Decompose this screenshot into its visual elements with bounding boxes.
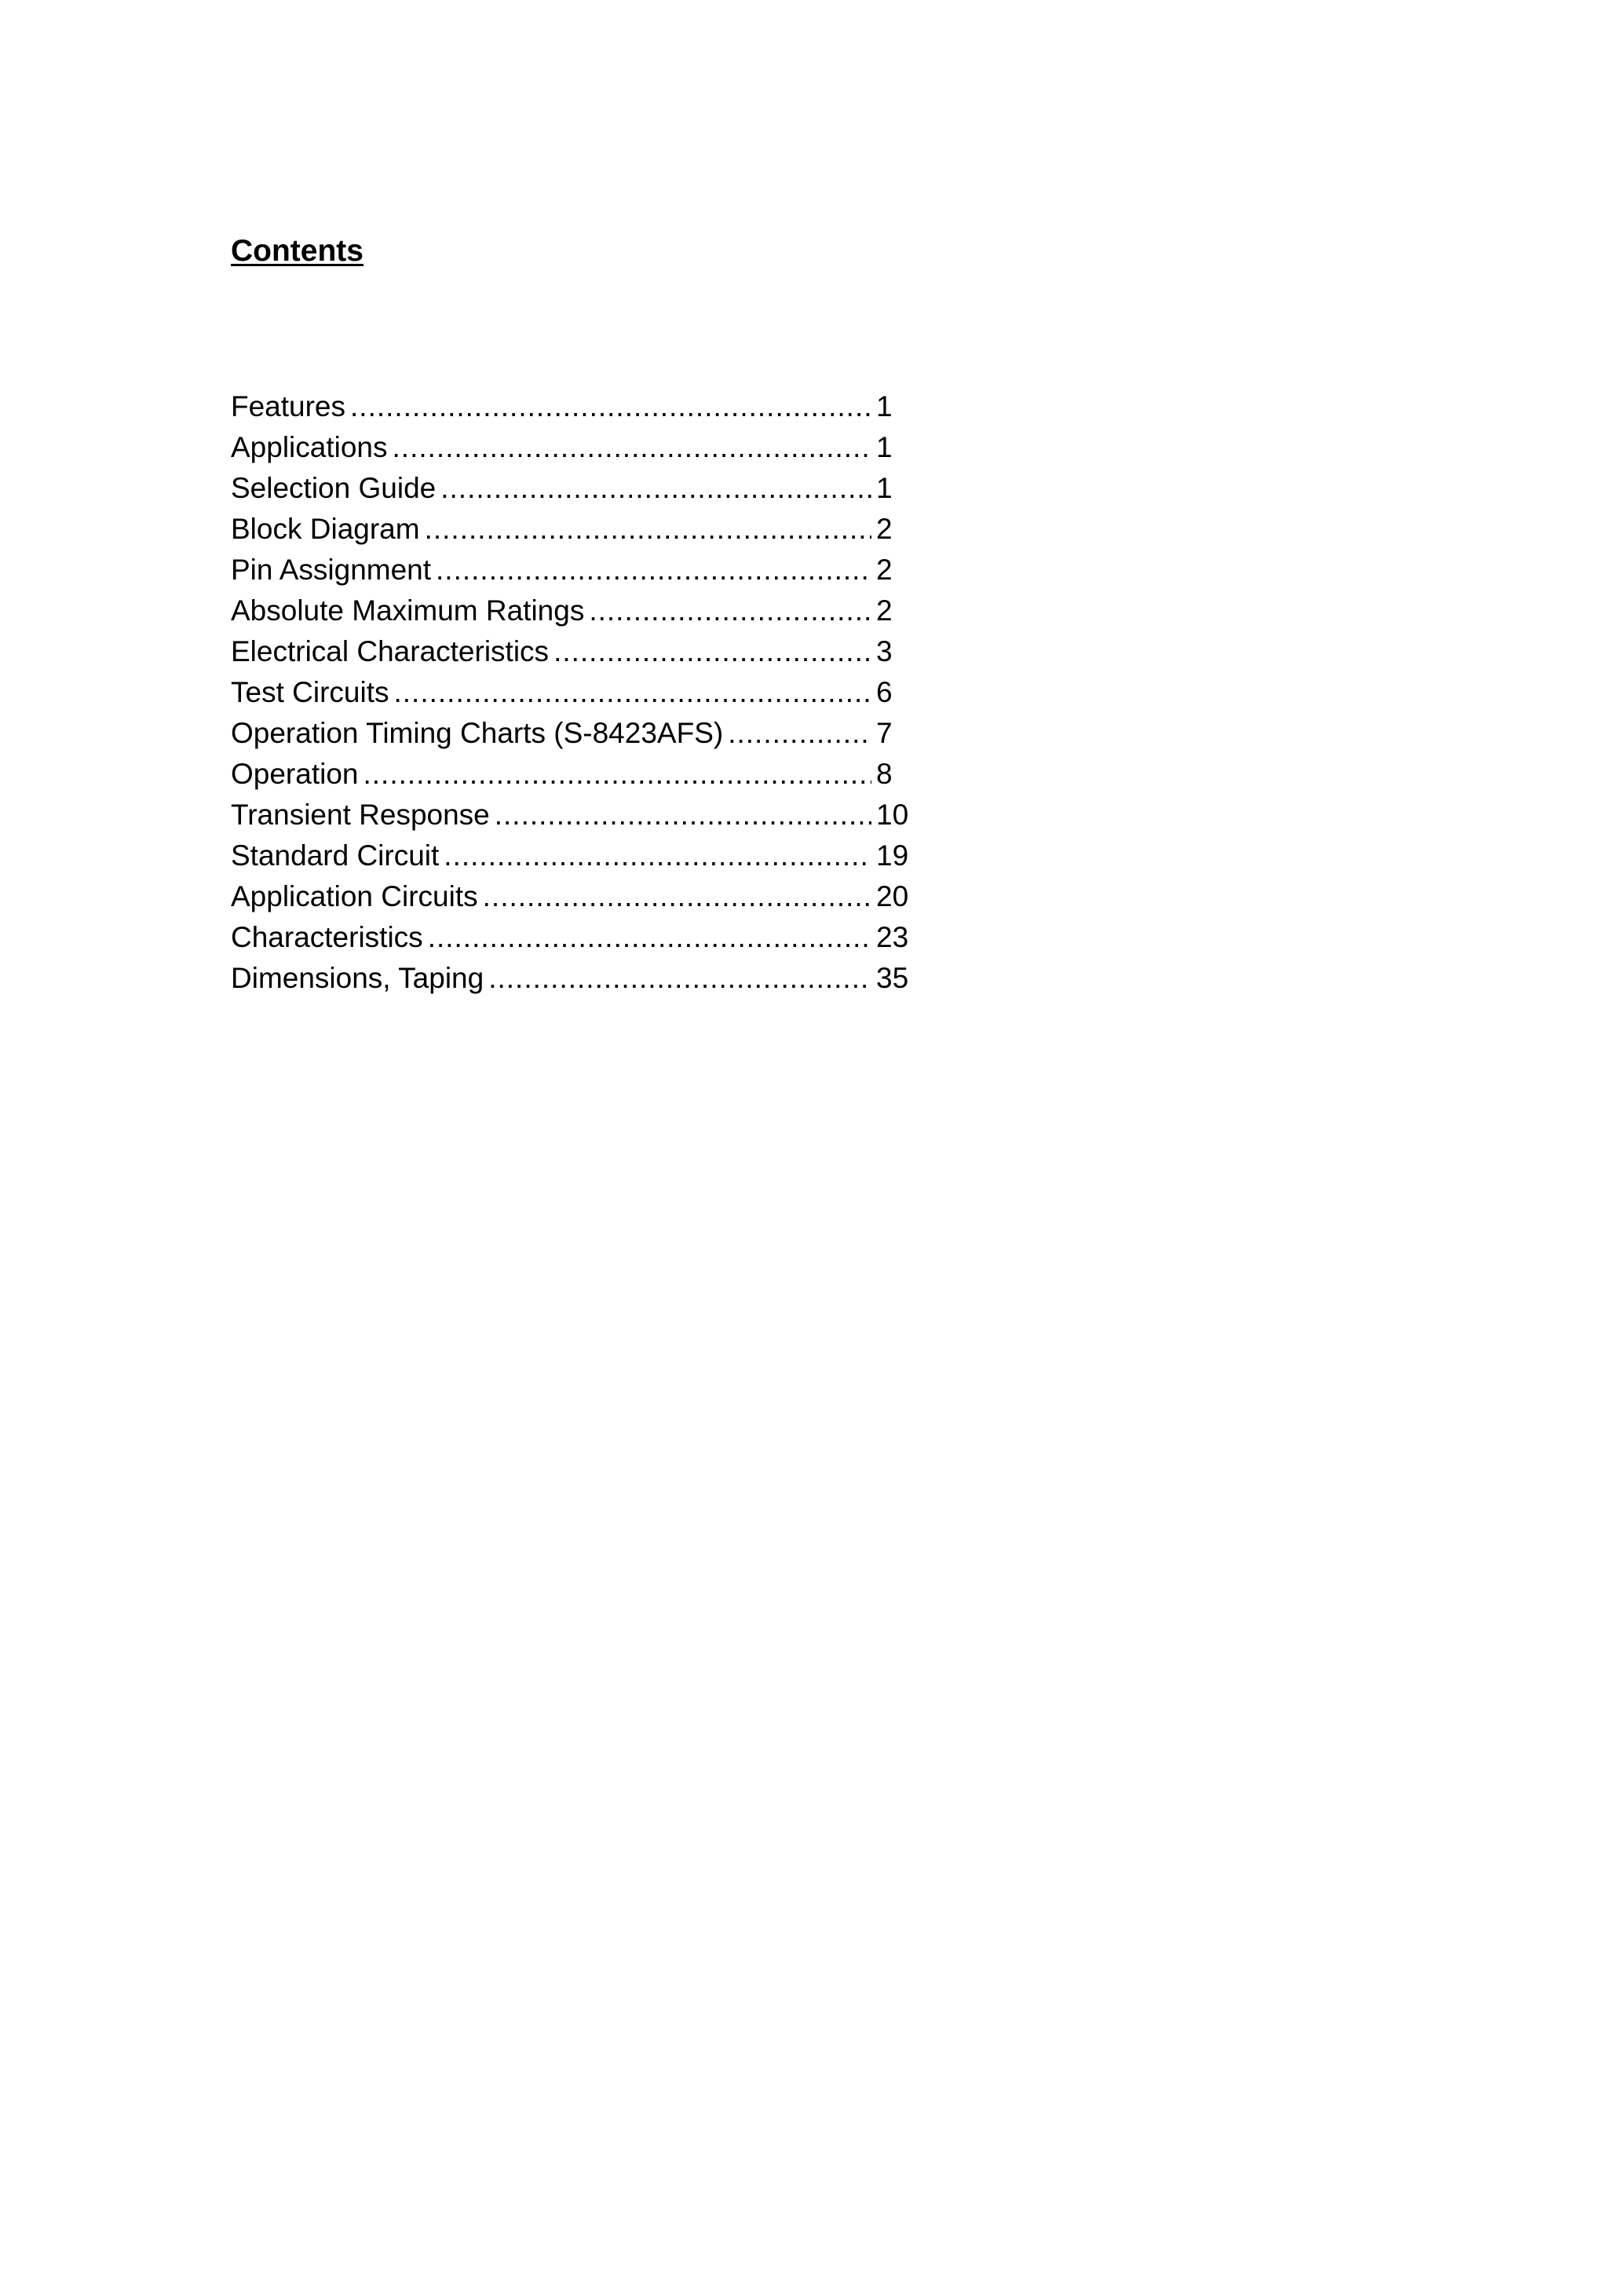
toc-page-number: 6 xyxy=(876,676,893,708)
toc-page-number: 2 xyxy=(876,594,893,627)
toc-page-number: 3 xyxy=(876,635,893,667)
dot-leader xyxy=(393,672,871,713)
table-of-contents xyxy=(231,386,912,999)
toc-entry-label: Dimensions, Taping xyxy=(231,962,484,994)
toc-entry-label: Application Circuits xyxy=(231,880,478,912)
toc-entry-application-circuits[interactable] xyxy=(231,876,912,917)
toc-entry-test-circuits[interactable] xyxy=(231,672,912,713)
dot-leader xyxy=(350,386,871,427)
toc-entry-transient-response[interactable] xyxy=(231,795,912,835)
dot-leader xyxy=(363,754,872,795)
toc-page-number: 1 xyxy=(876,472,893,504)
toc-entry-label: Selection Guide xyxy=(231,472,437,504)
toc-page-number: 23 xyxy=(876,921,909,953)
toc-page-number: 1 xyxy=(876,431,893,463)
toc-page-number: 7 xyxy=(876,717,893,749)
toc-entry-label: Characteristics xyxy=(231,921,423,953)
toc-entry-selection-guide[interactable] xyxy=(231,468,912,509)
contents-heading: Contents xyxy=(231,234,363,268)
toc-entry-characteristics[interactable] xyxy=(231,917,912,958)
toc-page-number: 35 xyxy=(876,962,909,994)
dot-leader xyxy=(425,509,871,550)
dot-leader xyxy=(444,835,871,876)
dot-leader xyxy=(436,550,871,590)
dot-leader xyxy=(393,427,871,468)
toc-entry-operation[interactable] xyxy=(231,754,912,795)
toc-entry-label: Applications xyxy=(231,431,388,463)
toc-entry-block-diagram[interactable] xyxy=(231,509,912,550)
toc-entry-label: Standard Circuit xyxy=(231,839,440,872)
toc-entry-features[interactable] xyxy=(231,386,912,427)
toc-entry-standard-circuit[interactable] xyxy=(231,835,912,876)
toc-entry-electrical-characteristics[interactable] xyxy=(231,631,912,672)
toc-page-number: 10 xyxy=(876,799,909,831)
toc-entry-label: Transient Response xyxy=(231,799,490,831)
toc-page-number: 8 xyxy=(876,758,893,790)
toc-page-number: 20 xyxy=(876,880,909,912)
toc-entry-label: Absolute Maximum Ratings xyxy=(231,594,585,627)
dot-leader xyxy=(440,468,871,509)
toc-page-number: 2 xyxy=(876,554,893,586)
toc-entry-pin-assignment[interactable] xyxy=(231,550,912,590)
dot-leader xyxy=(553,631,871,672)
dot-leader xyxy=(488,958,871,999)
toc-entry-label: Electrical Characteristics xyxy=(231,635,550,667)
toc-entry-label: Block Diagram xyxy=(231,513,420,545)
toc-entry-dimensions-taping[interactable] xyxy=(231,958,912,999)
toc-entry-applications[interactable] xyxy=(231,427,912,468)
toc-entry-operation-timing-charts[interactable] xyxy=(231,713,912,754)
toc-page-number: 2 xyxy=(876,513,893,545)
dot-leader xyxy=(589,590,871,631)
toc-entry-label: Test Circuits xyxy=(231,676,389,708)
toc-entry-label: Operation Timing Charts (S-8423AFS) xyxy=(231,717,724,749)
dot-leader xyxy=(428,917,871,958)
toc-page-number: 1 xyxy=(876,390,893,422)
dot-leader xyxy=(495,795,871,835)
toc-page-number: 19 xyxy=(876,839,909,872)
toc-entry-label: Features xyxy=(231,390,346,422)
toc-entry-label: Operation xyxy=(231,758,359,790)
dot-leader xyxy=(483,876,871,917)
dot-leader xyxy=(728,713,871,754)
toc-entry-label: Pin Assignment xyxy=(231,554,432,586)
toc-entry-absolute-maximum-ratings[interactable] xyxy=(231,590,912,631)
